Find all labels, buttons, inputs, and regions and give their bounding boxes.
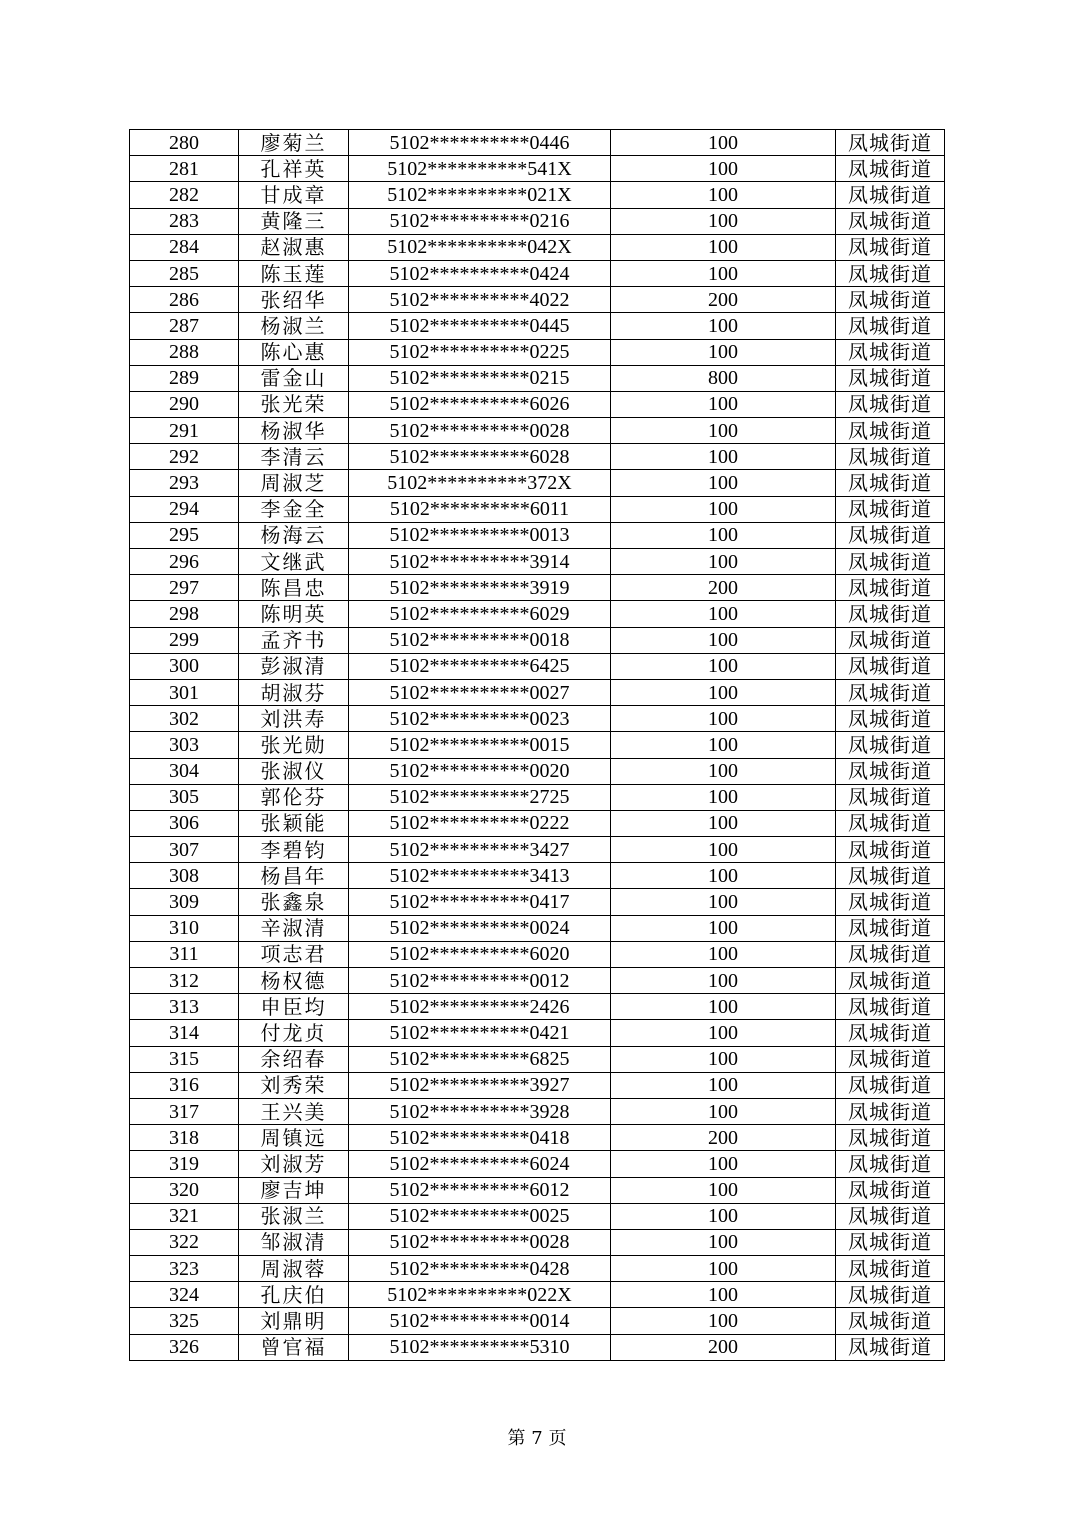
row-number-cell: 292	[130, 444, 239, 470]
street-cell: 凤城街道	[836, 391, 945, 417]
table-row	[130, 679, 945, 705]
name-cell: 雷金山	[239, 365, 349, 391]
amount-cell: 800	[611, 365, 836, 391]
row-number-cell: 304	[130, 758, 239, 784]
street-cell: 凤城街道	[836, 1098, 945, 1124]
table-row	[130, 1229, 945, 1255]
row-number-cell: 318	[130, 1125, 239, 1151]
table-row	[130, 706, 945, 732]
row-number-cell: 320	[130, 1177, 239, 1203]
amount-cell: 100	[611, 156, 836, 182]
name-cell: 刘洪寿	[239, 706, 349, 732]
table-row	[130, 365, 945, 391]
name-cell: 杨淑华	[239, 418, 349, 444]
street-cell: 凤城街道	[836, 313, 945, 339]
row-number-cell: 319	[130, 1151, 239, 1177]
street-cell: 凤城街道	[836, 679, 945, 705]
page-number: 第 7 页	[507, 1428, 567, 1449]
street-cell: 凤城街道	[836, 1308, 945, 1334]
amount-cell: 100	[611, 601, 836, 627]
table-row	[130, 313, 945, 339]
row-number-cell: 282	[130, 182, 239, 208]
id-number-cell: 5102**********022X	[349, 1282, 611, 1308]
id-number-cell: 5102**********0024	[349, 915, 611, 941]
street-cell: 凤城街道	[836, 470, 945, 496]
name-cell: 张绍华	[239, 287, 349, 313]
table-row	[130, 522, 945, 548]
id-number-cell: 5102**********0216	[349, 208, 611, 234]
street-cell: 凤城街道	[836, 549, 945, 575]
name-cell: 孔祥英	[239, 156, 349, 182]
table-row	[130, 1256, 945, 1282]
table-row	[130, 732, 945, 758]
row-number-cell: 302	[130, 706, 239, 732]
row-number-cell: 317	[130, 1098, 239, 1124]
amount-cell: 100	[611, 1046, 836, 1072]
name-cell: 廖吉坤	[239, 1177, 349, 1203]
id-number-cell: 5102**********0418	[349, 1125, 611, 1151]
table-row	[130, 601, 945, 627]
table-row	[130, 1046, 945, 1072]
id-number-cell: 5102**********3427	[349, 837, 611, 863]
amount-cell: 100	[611, 941, 836, 967]
street-cell: 凤城街道	[836, 234, 945, 260]
table-row	[130, 208, 945, 234]
row-number-cell: 298	[130, 601, 239, 627]
row-number-cell: 315	[130, 1046, 239, 1072]
table-row	[130, 496, 945, 522]
id-number-cell: 5102**********0023	[349, 706, 611, 732]
table-row	[130, 1125, 945, 1151]
amount-cell: 100	[611, 1020, 836, 1046]
id-number-cell: 5102**********042X	[349, 234, 611, 260]
row-number-cell: 325	[130, 1308, 239, 1334]
street-cell: 凤城街道	[836, 1020, 945, 1046]
street-cell: 凤城街道	[836, 784, 945, 810]
name-cell: 周镇远	[239, 1125, 349, 1151]
row-number-cell: 311	[130, 941, 239, 967]
name-cell: 张颖能	[239, 810, 349, 836]
name-cell: 余绍春	[239, 1046, 349, 1072]
recipient-table-body	[130, 130, 945, 1361]
id-number-cell: 5102**********0012	[349, 968, 611, 994]
table-row	[130, 994, 945, 1020]
table-row	[130, 260, 945, 286]
table-row	[130, 784, 945, 810]
table-row	[130, 1308, 945, 1334]
id-number-cell: 5102**********0446	[349, 130, 611, 156]
table-row	[130, 1282, 945, 1308]
name-cell: 黄隆三	[239, 208, 349, 234]
amount-cell: 100	[611, 994, 836, 1020]
table-row	[130, 287, 945, 313]
table-row	[130, 1177, 945, 1203]
name-cell: 刘秀荣	[239, 1072, 349, 1098]
amount-cell: 100	[611, 915, 836, 941]
table-row	[130, 182, 945, 208]
name-cell: 邹淑清	[239, 1229, 349, 1255]
street-cell: 凤城街道	[836, 1125, 945, 1151]
amount-cell: 100	[611, 470, 836, 496]
table-row	[130, 1151, 945, 1177]
id-number-cell: 5102**********6425	[349, 653, 611, 679]
id-number-cell: 5102**********0028	[349, 1229, 611, 1255]
amount-cell: 100	[611, 1229, 836, 1255]
row-number-cell: 310	[130, 915, 239, 941]
table-row	[130, 863, 945, 889]
name-cell: 杨淑兰	[239, 313, 349, 339]
amount-cell: 100	[611, 260, 836, 286]
id-number-cell: 5102**********0222	[349, 810, 611, 836]
amount-cell: 100	[611, 444, 836, 470]
name-cell: 胡淑芬	[239, 679, 349, 705]
name-cell: 周淑蓉	[239, 1256, 349, 1282]
row-number-cell: 294	[130, 496, 239, 522]
row-number-cell: 309	[130, 889, 239, 915]
table-row	[130, 156, 945, 182]
amount-cell: 100	[611, 732, 836, 758]
id-number-cell: 5102**********0014	[349, 1308, 611, 1334]
street-cell: 凤城街道	[836, 1282, 945, 1308]
table-row	[130, 758, 945, 784]
table-row	[130, 575, 945, 601]
table-row	[130, 444, 945, 470]
row-number-cell: 295	[130, 522, 239, 548]
amount-cell: 100	[611, 706, 836, 732]
id-number-cell: 5102**********541X	[349, 156, 611, 182]
street-cell: 凤城街道	[836, 1229, 945, 1255]
id-number-cell: 5102**********0424	[349, 260, 611, 286]
street-cell: 凤城街道	[836, 968, 945, 994]
table-row	[130, 549, 945, 575]
name-cell: 杨海云	[239, 522, 349, 548]
name-cell: 张淑仪	[239, 758, 349, 784]
street-cell: 凤城街道	[836, 889, 945, 915]
table-row	[130, 234, 945, 260]
amount-cell: 200	[611, 575, 836, 601]
row-number-cell: 283	[130, 208, 239, 234]
table-row	[130, 837, 945, 863]
id-number-cell: 5102**********0027	[349, 679, 611, 705]
table-row	[130, 1203, 945, 1229]
name-cell: 项志君	[239, 941, 349, 967]
row-number-cell: 297	[130, 575, 239, 601]
amount-cell: 200	[611, 1334, 836, 1360]
row-number-cell: 291	[130, 418, 239, 444]
name-cell: 李金全	[239, 496, 349, 522]
amount-cell: 100	[611, 627, 836, 653]
name-cell: 文继武	[239, 549, 349, 575]
amount-cell: 100	[611, 810, 836, 836]
id-number-cell: 5102**********0018	[349, 627, 611, 653]
table-row	[130, 1334, 945, 1360]
amount-cell: 100	[611, 1177, 836, 1203]
street-cell: 凤城街道	[836, 1203, 945, 1229]
table-row	[130, 915, 945, 941]
id-number-cell: 5102**********6011	[349, 496, 611, 522]
id-number-cell: 5102**********0428	[349, 1256, 611, 1282]
street-cell: 凤城街道	[836, 182, 945, 208]
amount-cell: 100	[611, 837, 836, 863]
id-number-cell: 5102**********0445	[349, 313, 611, 339]
id-number-cell: 5102**********0020	[349, 758, 611, 784]
street-cell: 凤城街道	[836, 1256, 945, 1282]
row-number-cell: 312	[130, 968, 239, 994]
id-number-cell: 5102**********3928	[349, 1098, 611, 1124]
amount-cell: 100	[611, 1256, 836, 1282]
row-number-cell: 322	[130, 1229, 239, 1255]
row-number-cell: 285	[130, 260, 239, 286]
table-row	[130, 941, 945, 967]
id-number-cell: 5102**********3919	[349, 575, 611, 601]
name-cell: 陈玉莲	[239, 260, 349, 286]
id-number-cell: 5102**********0013	[349, 522, 611, 548]
street-cell: 凤城街道	[836, 208, 945, 234]
name-cell: 彭淑清	[239, 653, 349, 679]
table-row	[130, 339, 945, 365]
amount-cell: 100	[611, 1203, 836, 1229]
amount-cell: 100	[611, 889, 836, 915]
id-number-cell: 5102**********2426	[349, 994, 611, 1020]
street-cell: 凤城街道	[836, 810, 945, 836]
table-row	[130, 1020, 945, 1046]
table-row	[130, 470, 945, 496]
row-number-cell: 323	[130, 1256, 239, 1282]
name-cell: 赵淑惠	[239, 234, 349, 260]
name-cell: 陈心惠	[239, 339, 349, 365]
row-number-cell: 287	[130, 313, 239, 339]
row-number-cell: 326	[130, 1334, 239, 1360]
amount-cell: 100	[611, 679, 836, 705]
name-cell: 甘成章	[239, 182, 349, 208]
amount-cell: 100	[611, 653, 836, 679]
amount-cell: 100	[611, 1151, 836, 1177]
row-number-cell: 293	[130, 470, 239, 496]
table-row	[130, 889, 945, 915]
street-cell: 凤城街道	[836, 444, 945, 470]
street-cell: 凤城街道	[836, 706, 945, 732]
table-row	[130, 653, 945, 679]
row-number-cell: 281	[130, 156, 239, 182]
row-number-cell: 290	[130, 391, 239, 417]
street-cell: 凤城街道	[836, 339, 945, 365]
row-number-cell: 308	[130, 863, 239, 889]
name-cell: 李碧钧	[239, 837, 349, 863]
name-cell: 杨权德	[239, 968, 349, 994]
row-number-cell: 321	[130, 1203, 239, 1229]
id-number-cell: 5102**********021X	[349, 182, 611, 208]
street-cell: 凤城街道	[836, 1072, 945, 1098]
amount-cell: 100	[611, 182, 836, 208]
id-number-cell: 5102**********0028	[349, 418, 611, 444]
name-cell: 孟齐书	[239, 627, 349, 653]
street-cell: 凤城街道	[836, 1334, 945, 1360]
amount-cell: 100	[611, 313, 836, 339]
name-cell: 陈昌忠	[239, 575, 349, 601]
id-number-cell: 5102**********6026	[349, 391, 611, 417]
table-row	[130, 968, 945, 994]
row-number-cell: 299	[130, 627, 239, 653]
id-number-cell: 5102**********3927	[349, 1072, 611, 1098]
id-number-cell: 5102**********372X	[349, 470, 611, 496]
row-number-cell: 314	[130, 1020, 239, 1046]
name-cell: 王兴美	[239, 1098, 349, 1124]
street-cell: 凤城街道	[836, 575, 945, 601]
amount-cell: 100	[611, 968, 836, 994]
street-cell: 凤城街道	[836, 941, 945, 967]
row-number-cell: 316	[130, 1072, 239, 1098]
amount-cell: 100	[611, 549, 836, 575]
name-cell: 廖菊兰	[239, 130, 349, 156]
table-row	[130, 391, 945, 417]
row-number-cell: 305	[130, 784, 239, 810]
name-cell: 陈明英	[239, 601, 349, 627]
id-number-cell: 5102**********0025	[349, 1203, 611, 1229]
street-cell: 凤城街道	[836, 1151, 945, 1177]
amount-cell: 100	[611, 496, 836, 522]
id-number-cell: 5102**********6028	[349, 444, 611, 470]
amount-cell: 100	[611, 784, 836, 810]
id-number-cell: 5102**********0215	[349, 365, 611, 391]
street-cell: 凤城街道	[836, 287, 945, 313]
amount-cell: 100	[611, 758, 836, 784]
street-cell: 凤城街道	[836, 653, 945, 679]
table-row	[130, 627, 945, 653]
name-cell: 孔庆伯	[239, 1282, 349, 1308]
name-cell: 张光荣	[239, 391, 349, 417]
row-number-cell: 288	[130, 339, 239, 365]
street-cell: 凤城街道	[836, 627, 945, 653]
street-cell: 凤城街道	[836, 758, 945, 784]
row-number-cell: 300	[130, 653, 239, 679]
name-cell: 杨昌年	[239, 863, 349, 889]
id-number-cell: 5102**********2725	[349, 784, 611, 810]
amount-cell: 100	[611, 234, 836, 260]
id-number-cell: 5102**********3413	[349, 863, 611, 889]
table-row	[130, 1072, 945, 1098]
name-cell: 付龙贞	[239, 1020, 349, 1046]
street-cell: 凤城街道	[836, 1046, 945, 1072]
id-number-cell: 5102**********6024	[349, 1151, 611, 1177]
street-cell: 凤城街道	[836, 522, 945, 548]
amount-cell: 100	[611, 208, 836, 234]
row-number-cell: 303	[130, 732, 239, 758]
id-number-cell: 5102**********0421	[349, 1020, 611, 1046]
street-cell: 凤城街道	[836, 837, 945, 863]
amount-cell: 100	[611, 522, 836, 548]
id-number-cell: 5102**********0417	[349, 889, 611, 915]
name-cell: 张淑兰	[239, 1203, 349, 1229]
amount-cell: 100	[611, 1308, 836, 1334]
amount-cell: 100	[611, 1072, 836, 1098]
street-cell: 凤城街道	[836, 156, 945, 182]
name-cell: 辛淑清	[239, 915, 349, 941]
name-cell: 郭伦芬	[239, 784, 349, 810]
id-number-cell: 5102**********6825	[349, 1046, 611, 1072]
name-cell: 李清云	[239, 444, 349, 470]
id-number-cell: 5102**********0225	[349, 339, 611, 365]
name-cell: 曾官福	[239, 1334, 349, 1360]
street-cell: 凤城街道	[836, 365, 945, 391]
amount-cell: 100	[611, 391, 836, 417]
street-cell: 凤城街道	[836, 418, 945, 444]
row-number-cell: 306	[130, 810, 239, 836]
id-number-cell: 5102**********6020	[349, 941, 611, 967]
street-cell: 凤城街道	[836, 260, 945, 286]
id-number-cell: 5102**********0015	[349, 732, 611, 758]
table-row	[130, 1098, 945, 1124]
street-cell: 凤城街道	[836, 915, 945, 941]
id-number-cell: 5102**********5310	[349, 1334, 611, 1360]
name-cell: 刘淑芳	[239, 1151, 349, 1177]
amount-cell: 200	[611, 287, 836, 313]
street-cell: 凤城街道	[836, 732, 945, 758]
row-number-cell: 301	[130, 679, 239, 705]
row-number-cell: 313	[130, 994, 239, 1020]
amount-cell: 100	[611, 418, 836, 444]
name-cell: 申臣均	[239, 994, 349, 1020]
table-row	[130, 810, 945, 836]
name-cell: 周淑芝	[239, 470, 349, 496]
id-number-cell: 5102**********6029	[349, 601, 611, 627]
row-number-cell: 296	[130, 549, 239, 575]
amount-cell: 200	[611, 1125, 836, 1151]
street-cell: 凤城街道	[836, 130, 945, 156]
street-cell: 凤城街道	[836, 863, 945, 889]
row-number-cell: 307	[130, 837, 239, 863]
amount-cell: 100	[611, 130, 836, 156]
street-cell: 凤城街道	[836, 496, 945, 522]
row-number-cell: 284	[130, 234, 239, 260]
table-row	[130, 130, 945, 156]
amount-cell: 100	[611, 339, 836, 365]
id-number-cell: 5102**********3914	[349, 549, 611, 575]
name-cell: 张鑫泉	[239, 889, 349, 915]
name-cell: 张光勋	[239, 732, 349, 758]
street-cell: 凤城街道	[836, 1177, 945, 1203]
row-number-cell: 289	[130, 365, 239, 391]
id-number-cell: 5102**********4022	[349, 287, 611, 313]
recipient-table	[129, 129, 945, 1361]
row-number-cell: 324	[130, 1282, 239, 1308]
id-number-cell: 5102**********6012	[349, 1177, 611, 1203]
row-number-cell: 280	[130, 130, 239, 156]
name-cell: 刘鼎明	[239, 1308, 349, 1334]
street-cell: 凤城街道	[836, 994, 945, 1020]
street-cell: 凤城街道	[836, 601, 945, 627]
amount-cell: 100	[611, 1282, 836, 1308]
row-number-cell: 286	[130, 287, 239, 313]
amount-cell: 100	[611, 863, 836, 889]
amount-cell: 100	[611, 1098, 836, 1124]
table-row	[130, 418, 945, 444]
